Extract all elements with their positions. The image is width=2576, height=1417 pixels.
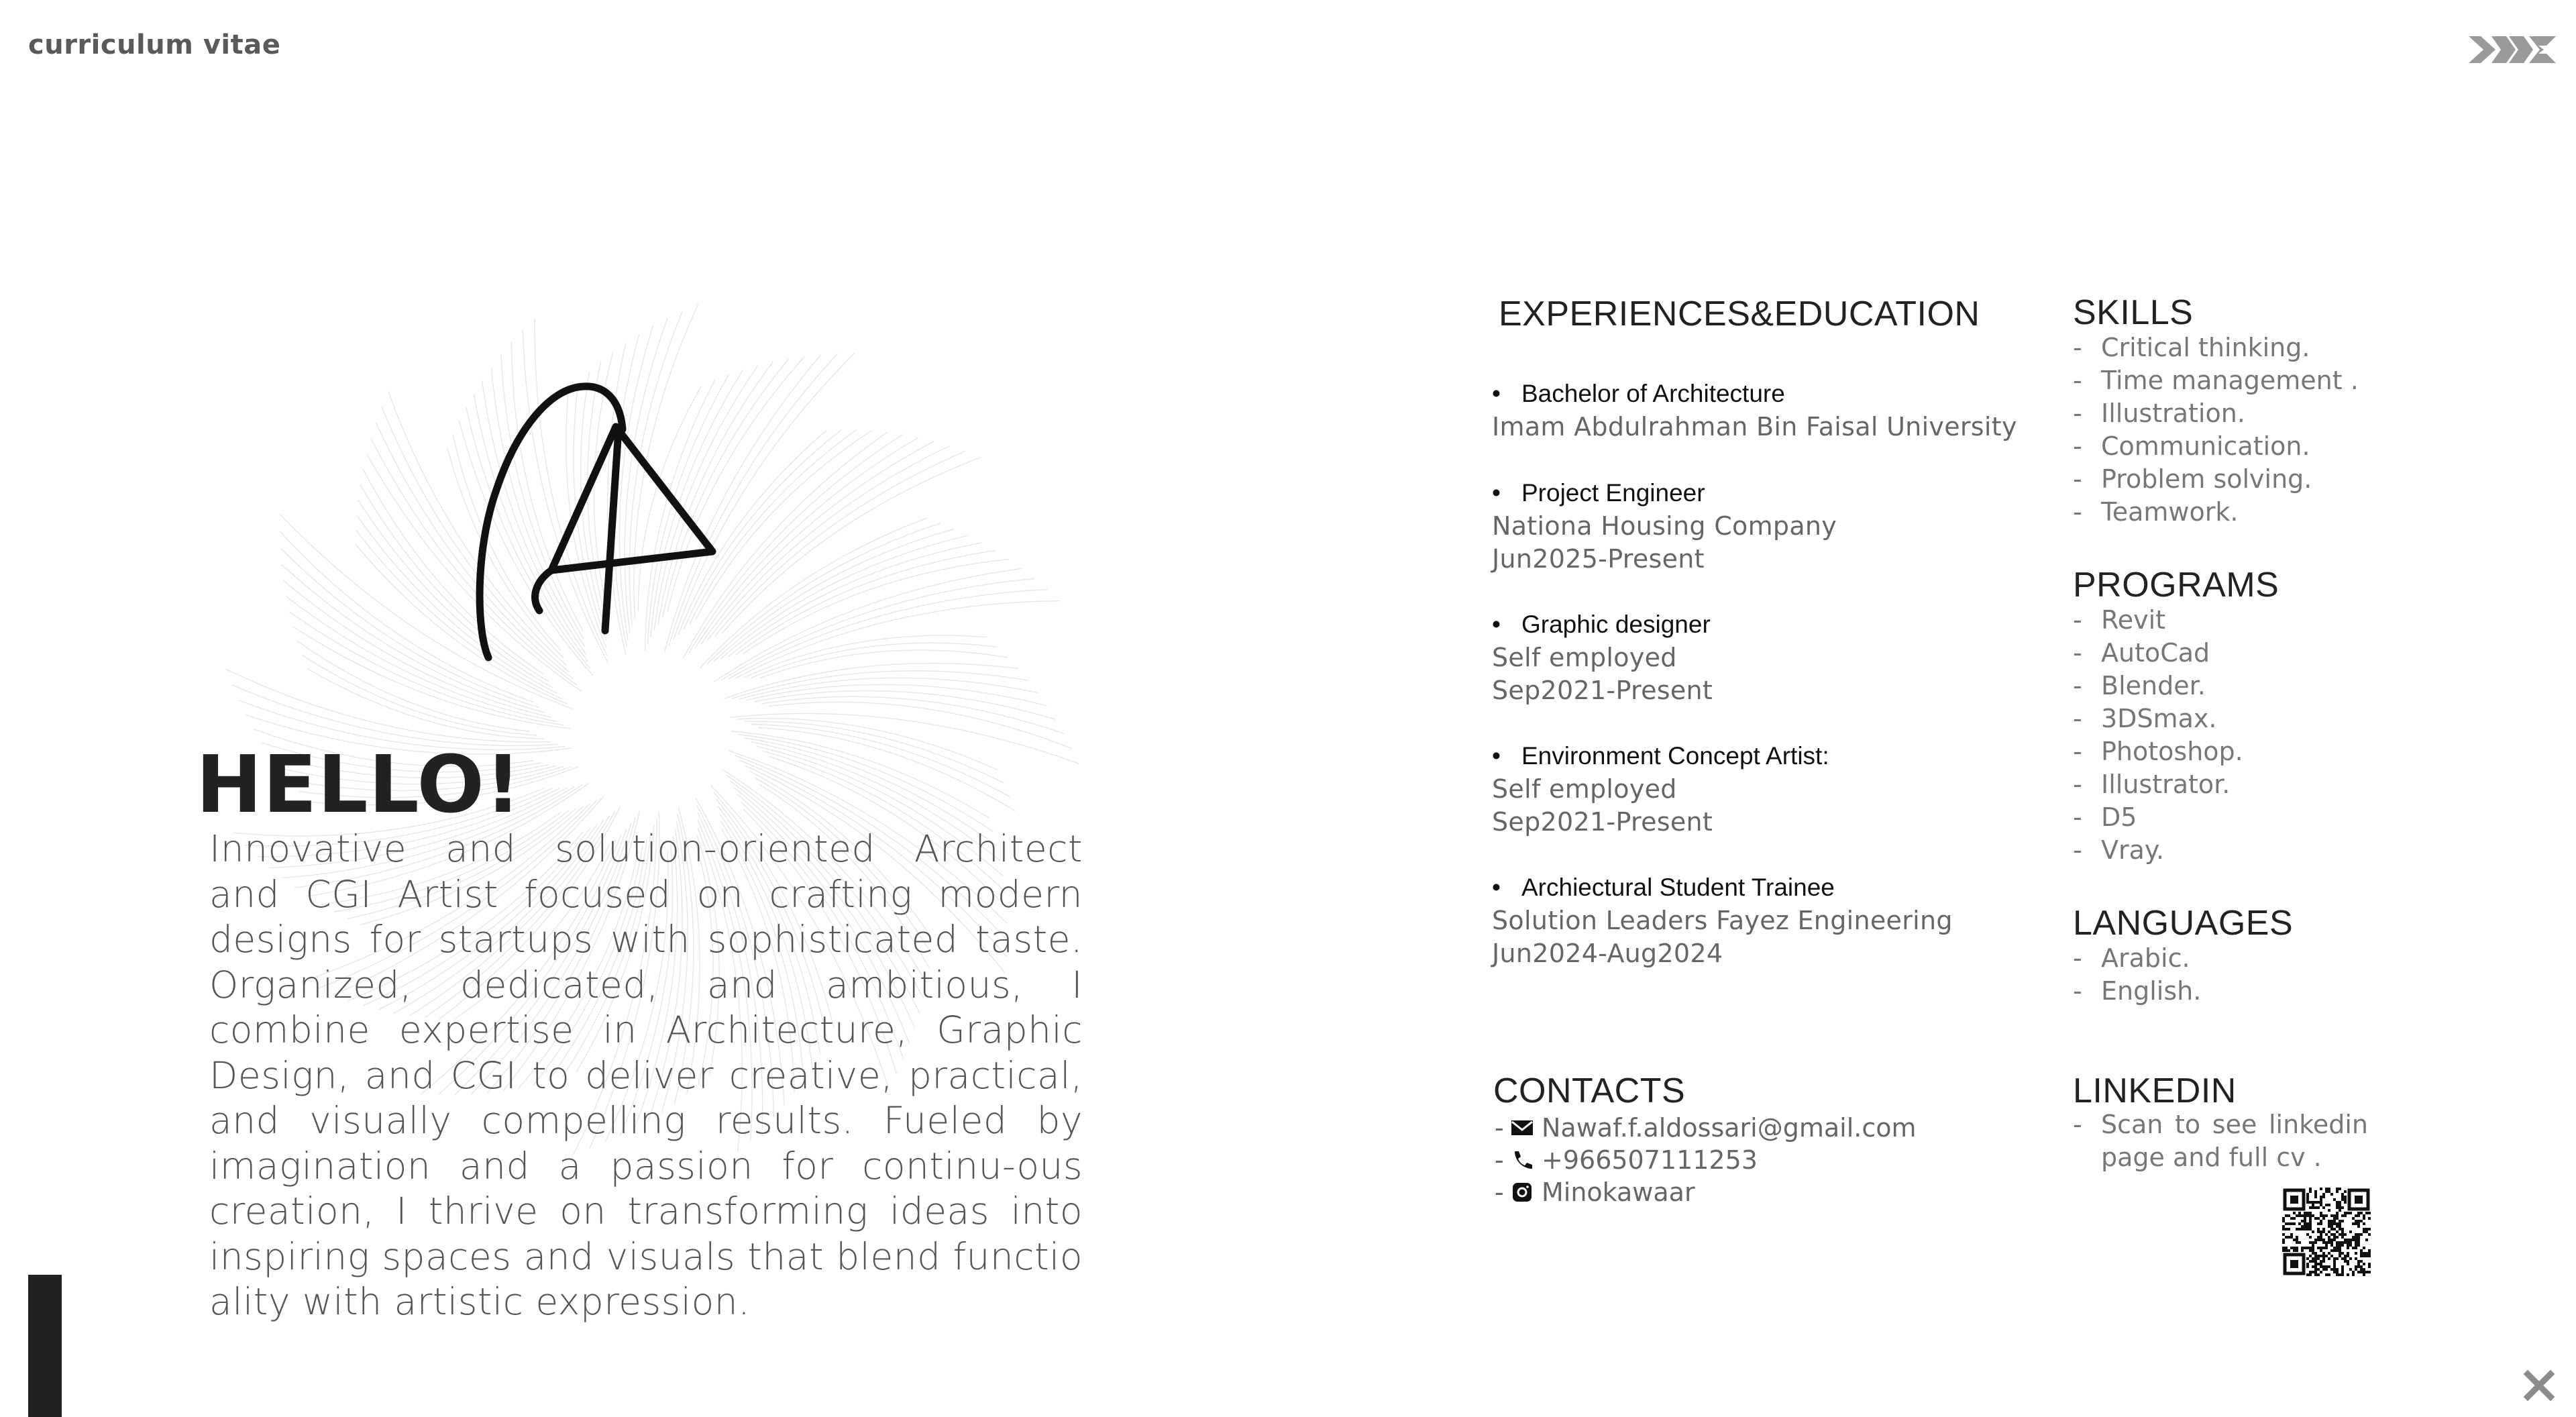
list-item: - Problem solving.: [2073, 464, 2312, 494]
experience-entry: [1492, 476, 2096, 576]
bullet: •: [1492, 742, 1501, 770]
email-text: Nawaf.f.aldossari@gmail.com: [1542, 1113, 1917, 1143]
bullet: •: [1492, 874, 1501, 901]
accent-bar: [28, 1275, 62, 1417]
contact-phone[interactable]: - +966507111253: [1495, 1143, 1758, 1177]
linkedin-description: - Scan to see linkedin page and full cv .: [2073, 1108, 2368, 1174]
list-item: - Communication.: [2073, 431, 2310, 461]
list-item: - Arabic.: [2073, 943, 2190, 973]
list-item: - Vray.: [2073, 835, 2165, 865]
list-item: - Illustrator.: [2073, 770, 2231, 799]
entry-title: Environment Concept Artist:: [1521, 742, 1829, 770]
close-x-icon: [2522, 1369, 2556, 1402]
experience-entry: [1492, 608, 2096, 707]
list-item: - English.: [2073, 976, 2202, 1006]
linkedin-text: Scan to see linkedin page and full cv .: [2101, 1110, 2368, 1172]
entry-detail: Imam Abdulrahman Bin Faisal University: [1492, 412, 2017, 441]
phone-icon: [1509, 1149, 1535, 1171]
skills-list: [2073, 331, 2359, 529]
list-item: - Teamwork.: [2073, 497, 2239, 527]
instagram-icon: [1509, 1181, 1535, 1204]
bullet: •: [1492, 611, 1501, 638]
entry-dates: Sep2021-Present: [1492, 676, 1713, 705]
languages-list: [2073, 942, 2201, 1008]
experiences-heading: EXPERIENCES&EDUCATION: [1499, 295, 1980, 333]
list-item: - Illustration.: [2073, 399, 2245, 428]
entry-title: Graphic designer: [1521, 611, 1711, 638]
entry-dates: Sep2021-Present: [1492, 807, 1713, 837]
entry-detail: Solution Leaders Fayez Engineering: [1492, 906, 1953, 935]
bullet: •: [1492, 479, 1501, 507]
languages-heading: LANGUAGES: [2073, 904, 2294, 943]
skills-heading: SKILLS: [2073, 293, 2194, 332]
brand-logo-icon: [2469, 31, 2556, 68]
list-item: - D5: [2073, 802, 2137, 832]
phone-text: +966507111253: [1542, 1145, 1758, 1175]
entry-title: Project Engineer: [1521, 479, 1705, 507]
contact-instagram[interactable]: - Minokawaar: [1495, 1175, 1695, 1209]
envelope-icon: [1509, 1116, 1535, 1139]
list-item: - 3DSmax.: [2073, 704, 2217, 733]
list-item: - AutoCad: [2073, 638, 2210, 668]
experience-entry: [1492, 377, 2096, 443]
entry-detail: Self employed: [1492, 774, 1677, 804]
contacts-heading: CONTACTS: [1493, 1071, 1686, 1110]
list-item: - Blender.: [2073, 671, 2206, 700]
list-item: - Time management .: [2073, 366, 2359, 395]
qr-code-icon[interactable]: [2282, 1188, 2371, 1276]
entry-detail: Self employed: [1492, 643, 1677, 672]
instagram-text: Minokawaar: [1542, 1177, 1695, 1207]
entry-title: Bachelor of Architecture: [1521, 380, 1785, 407]
linkedin-heading: LINKEDIN: [2073, 1071, 2237, 1110]
entry-title: Archiectural Student Trainee: [1521, 874, 1835, 901]
list-item: - Photoshop.: [2073, 737, 2243, 766]
entry-detail: Nationa Housing Company: [1492, 511, 1837, 541]
list-item: - Critical thinking.: [2073, 333, 2310, 362]
contact-email[interactable]: - Nawaf.f.aldossari@gmail.com: [1495, 1111, 1917, 1145]
list-item: - Revit: [2073, 605, 2166, 635]
bullet: •: [1492, 380, 1501, 407]
experience-entry: [1492, 871, 2096, 970]
experience-entry: [1492, 739, 2096, 839]
intro-paragraph: Innovative and solution-oriented Architect and CGI Artist focused on crafting modern designs for startups with sophisticated taste. Organized, dedicated, and ambitious, I combine expertise in Architecture, Graphic Design, and CGI to deliver creative, practical, and visually compelling results. Fueled by imagination and a passion for continu-ous creation, I thrive on transforming ideas into inspiring spaces and visuals that blend functio ality with artistic expression.: [209, 827, 1083, 1323]
entry-dates: Jun2024-Aug2024: [1492, 939, 1723, 968]
programs-list: [2073, 604, 2243, 867]
document-title: curriculum vitae: [28, 30, 281, 60]
programs-heading: PROGRAMS: [2073, 566, 2279, 605]
entry-dates: Jun2025-Present: [1492, 544, 1705, 574]
signature-monogram-icon: [470, 376, 724, 671]
greeting-heading: HELLO!: [196, 738, 522, 831]
